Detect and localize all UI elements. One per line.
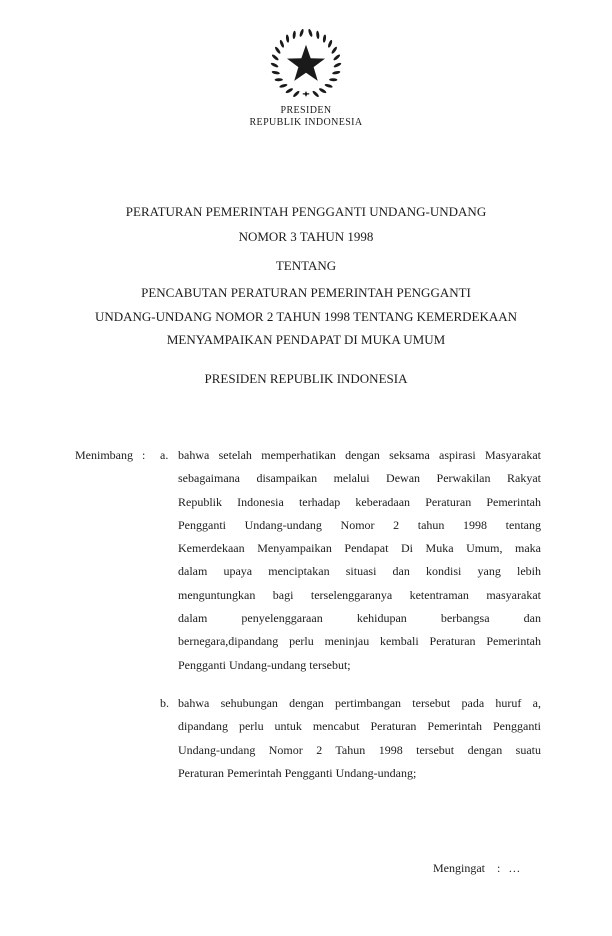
catchword-label: Mengingat xyxy=(433,861,485,875)
menimbang-colon: : xyxy=(142,448,146,462)
text-line: menguntungkan bagi terselenggaranya ketentraman masyarakat xyxy=(178,587,541,602)
catchword-ellipsis: … xyxy=(508,861,521,875)
subject-line-1: PENCABUTAN PERATURAN PEMERINTAH PENGGANTI xyxy=(141,285,471,300)
text-line: sebagaimana disampaikan melalui Dewan Perwakilan Rakyat xyxy=(178,471,541,486)
considerations-section xyxy=(75,444,541,785)
menimbang-label: Menimbang xyxy=(75,448,133,462)
text-line: bahwa sehubungan dengan pertimbangan tersebut pada huruf a, xyxy=(178,695,541,710)
letterhead-republik: REPUBLIK INDONESIA xyxy=(249,117,363,128)
consideration-item-a xyxy=(160,444,541,677)
presidential-seal xyxy=(266,27,346,101)
text-line: dalam upaya menciptakan situasi dan kondisi yang lebih xyxy=(178,564,541,579)
item-marker: a. xyxy=(160,448,169,462)
letterhead-presiden: PRESIDEN xyxy=(280,105,332,116)
catchword-colon: : xyxy=(497,861,501,875)
title-block xyxy=(0,199,612,390)
tentang-label: TENTANG xyxy=(275,258,337,273)
letterhead xyxy=(0,27,612,129)
text-line: Republik Indonesia terhadap keberadaan Peraturan Pemerintah xyxy=(178,494,541,509)
consideration-item-b xyxy=(160,692,541,785)
catchword xyxy=(433,861,520,876)
text-line: bernegara,dipandang perlu meninjau kembali Peraturan Pemerintah xyxy=(178,634,541,649)
subject-line-2: UNDANG-UNDANG NOMOR 2 TAHUN 1998 TENTANG KEMERDEKAAN xyxy=(94,308,518,324)
item-marker: b. xyxy=(160,695,169,710)
text-line: dalam penyelenggaraan kehidupan berbangsa dan xyxy=(178,611,541,626)
subject-line-3: MENYAMPAIKAN PENDAPAT DI MUKA UMUM xyxy=(166,332,446,347)
regulation-number-line: NOMOR 3 TAHUN 1998 xyxy=(238,229,374,244)
item-text xyxy=(178,692,541,785)
considerations-items xyxy=(160,444,541,785)
text-line: Pengganti Undang-undang tersebut; xyxy=(178,657,351,672)
item-text xyxy=(178,444,541,677)
text-line: Undang-undang Nomor 2 Tahun 1998 tersebut dengan suatu xyxy=(178,742,541,757)
text-line: Peraturan Pemerintah Pengganti Undang-undang; xyxy=(178,765,417,780)
text-line: bahwa setelah memperhatikan dengan seksama aspirasi Masyarakat xyxy=(178,448,541,462)
text-line: dipandang perlu untuk mencabut Peraturan Pemerintah Pengganti xyxy=(178,719,541,734)
issuer-line: PRESIDEN REPUBLIK INDONESIA xyxy=(204,370,408,386)
regulation-title-line1: PERATURAN PEMERINTAH PENGGANTI UNDANG-UNDANG xyxy=(125,204,487,219)
text-line: Pengganti Undang-undang Nomor 2 tahun 1998 tentang xyxy=(178,517,541,532)
text-line: Kemerdekaan Menyampaikan Pendapat Di Muka Umum, maka xyxy=(178,541,541,556)
star-wreath-icon xyxy=(266,27,346,101)
